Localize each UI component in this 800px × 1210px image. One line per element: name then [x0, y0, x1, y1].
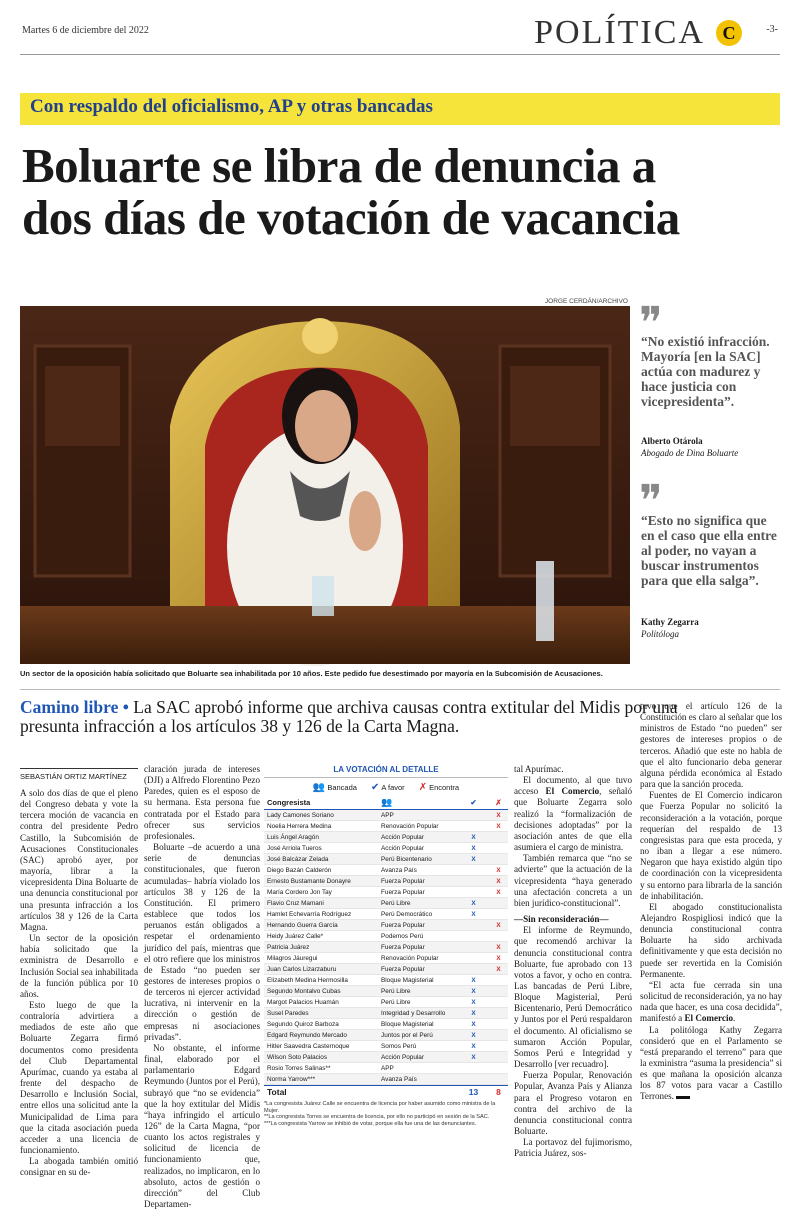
quote-icon: ❞: [639, 299, 663, 348]
text-run: “El acta fue cerrada sin una solicitud de reconsideración, ya no hay nada que hacer, es una cosa decidida”, manifestó a: [640, 979, 782, 1024]
vote-contra-mark: X: [496, 811, 501, 819]
party-name: Acción Popular: [381, 1053, 424, 1061]
body-column-1: [20, 788, 138, 1200]
congresista-name: Rosio Torres Salinas**: [267, 1064, 331, 1072]
party-name: APP: [381, 811, 394, 819]
quote-1-author: Alberto Otárola: [641, 436, 703, 446]
vote-table-total: [264, 1085, 508, 1098]
party-name: Acción Popular: [381, 844, 424, 852]
vote-table-row: [264, 1074, 508, 1085]
party-name: Fuerza Popular: [381, 877, 425, 885]
party-name: Bloque Magisterial: [381, 1020, 434, 1028]
brand-name: El Comercio: [684, 1013, 734, 1024]
congresista-name: Juan Carlos Lizarzaburu: [267, 965, 337, 973]
congresista-name: Heidy Juárez Calle*: [267, 932, 324, 940]
total-label: Total: [267, 1087, 287, 1097]
quote-1-role: Abogado de Dina Boluarte: [641, 448, 739, 458]
vote-contra-mark: X: [496, 954, 501, 962]
vote-table-row: [264, 876, 508, 887]
vote-table-row: [264, 1019, 508, 1030]
vote-table-row: [264, 887, 508, 898]
party-name: Avanza País: [381, 1075, 417, 1083]
vote-table-row: [264, 986, 508, 997]
vote-favor-mark: X: [471, 855, 476, 863]
paragraph: El informe de Reymundo, que recomendó archivar la denuncia constitucional contra Boluarte, fue aprobado con 13 votos a favor, y ocho en contra. Las bancadas de Perú Libre, Bloque Magisterial, Perú Bicentenario, Perú Democrático y Juntos por el Perú respaldaron el documento. Al oficialismo se sumaron Acción Popular, Somos Perú e Integridad y Desarrollo [ver recuadro].: [514, 925, 632, 1070]
congresista-name: Edgard Reymundo Mercado: [267, 1031, 347, 1039]
vote-table-row: [264, 942, 508, 953]
vote-table-row: [264, 1052, 508, 1063]
vote-table-body: [264, 810, 508, 1085]
congresista-name: Patricia Juárez: [267, 943, 310, 951]
text-run: , señaló que Boluarte Zegarra solo realizó la “formalización de decisiones adoptadas” por la asociación antes de que ella asumiera el cargo de ministra.: [514, 786, 632, 853]
photo-caption: Un sector de la oposición había solicitado que Boluarte sea inhabilitada por 10 años. Este pedido fue desestimado por mayoría en la Subcomisión de Acusaciones.: [20, 669, 603, 678]
congresista-name: Margot Palacios Huamán: [267, 998, 339, 1006]
party-name: Perú Libre: [381, 899, 411, 907]
congresista-name: Noelia Herrera Medina: [267, 822, 332, 830]
vote-table-row: [264, 964, 508, 975]
paragraph: tuvo que el artículo 126 de la Constitución es claro al señalar que los ministros de Estado “no pueden” ser gestores de intereses propios o de terceros. Añadió que este no habla de que el alto funcionario deba generar alguna pérdida económica al Estado para que la sanción proceda.: [640, 701, 782, 790]
vote-table-title: LA VOTACIÓN AL DETALLE: [264, 762, 508, 778]
lead-photo: [20, 306, 630, 664]
legend-favor: [371, 782, 405, 793]
vote-favor-mark: X: [471, 987, 476, 995]
people-icon: 👥: [381, 797, 393, 807]
table-note: ***La congresista Yarrow se inhibió de votar, porque ella fue una de las denunciantes.: [264, 1120, 477, 1127]
column-header-name: Congresista: [267, 798, 311, 807]
vote-table-row: [264, 909, 508, 920]
body-column-2: [144, 764, 260, 1210]
party-name: Renovación Popular: [381, 822, 439, 830]
vote-favor-mark: X: [471, 1020, 476, 1028]
vote-table-row: [264, 1030, 508, 1041]
party-name: Perú Libre: [381, 987, 411, 995]
check-icon: ✔: [470, 798, 477, 807]
vote-table-header: [264, 796, 508, 810]
quote-icon: ❞: [639, 477, 663, 526]
vote-table-row: [264, 1063, 508, 1074]
vote-favor-mark: X: [471, 833, 476, 841]
party-name: Fuerza Popular: [381, 921, 425, 929]
end-mark: [676, 1096, 690, 1099]
vote-contra-mark: X: [496, 943, 501, 951]
congresista-name: Segundo Montalvo Cubas: [267, 987, 341, 995]
vote-favor-mark: X: [471, 1053, 476, 1061]
legend-bancada-label: Bancada: [327, 782, 357, 792]
vote-table-row: [264, 975, 508, 986]
quote-1-text: “No existió infracción. Mayoría [en la SAC] actúa con madurez y hace justicia con vicepresidenta”.: [641, 334, 770, 409]
vote-table-row: [264, 821, 508, 832]
vote-table-row: [264, 997, 508, 1008]
headline-line-1: Boluarte se libra de denuncia a: [22, 138, 656, 193]
section-subhead: —Sin reconsideración—: [514, 914, 609, 925]
congresista-name: Ernesto Bustamante Donayre: [267, 877, 351, 885]
legend-favor-label: A favor: [381, 782, 405, 792]
cross-icon: ✗: [418, 781, 428, 793]
party-name: Avanza País: [381, 866, 417, 874]
party-name: Bloque Magisterial: [381, 976, 434, 984]
headline-line-2: dos días de votación de vacancia: [22, 190, 680, 245]
party-name: Fuerza Popular: [381, 965, 425, 973]
text-run: .: [733, 1013, 736, 1024]
body-column-3: [514, 764, 632, 1200]
party-name: Fuerza Popular: [381, 943, 425, 951]
paragraph: No obstante, el informe final, elaborado por el parlamentario Edgard Reymundo (Juntos por el Perú), subrayó que “no se evidencia” que la hoy extitular del Midis “haya infringido el artículo 126” de la Carta Magna, “por cuanto los actos registrales y solicitud de licencia de funcionamiento que, realizados, no implicaron, en lo absoluto, actos de gestión o dirección” del Club Departamen-: [144, 1042, 260, 1210]
byline: SEBASTIÁN ORTIZ MARTÍNEZ: [20, 768, 138, 781]
paragraph: [640, 980, 782, 1025]
vote-table-row: [264, 898, 508, 909]
legend-contra-label: Encontra: [429, 782, 460, 792]
party-name: Fuerza Popular: [381, 888, 425, 896]
paragraph: [514, 775, 632, 853]
vote-table-legend: [264, 778, 508, 796]
paragraph: La abogada también omitió consignar en su de-: [20, 1156, 138, 1178]
subheadline: [20, 698, 720, 736]
vote-favor-mark: X: [471, 1009, 476, 1017]
text-run: La politóloga Kathy Zegarra consideró que en el Parlamento se “está preparando el terreno” para que la exministra “asuma la presidencia” si es que mañana la oposición alcanza los 87 votos para vacar a Castillo Terrones.: [640, 1024, 782, 1102]
paragraph: tal Apurímac.: [514, 764, 564, 774]
paragraph: Un sector de la oposición había solicitado que la exministra de Desarrollo e Inclusión Social sea inhabilitada de la función pública por 10 años.: [20, 933, 138, 999]
vote-contra-mark: X: [496, 877, 501, 885]
vote-contra-mark: X: [496, 888, 501, 896]
vote-table-row: [264, 854, 508, 865]
vote-favor-mark: X: [471, 1031, 476, 1039]
page-number: -3-: [766, 24, 778, 35]
issue-date: Martes 6 de diciembre del 2022: [22, 25, 149, 36]
people-icon: 👥: [312, 781, 326, 793]
paragraph: El abogado constitucionalista Alejandro Rospigliosi indicó que la denuncia constitucional contra Boluarte ha sido archivada definitivamente y que esta decisión no puede ser revertida en la Comisión Permanente.: [640, 901, 782, 979]
vote-table-row: [264, 953, 508, 964]
congresista-name: Luis Ángel Aragón: [267, 833, 319, 841]
headline: [22, 140, 782, 244]
vote-table-row: [264, 931, 508, 942]
congresista-name: Susel Paredes: [267, 1009, 309, 1017]
congresista-name: Norma Yarrow***: [267, 1075, 316, 1083]
party-name: Juntos por el Perú: [381, 1031, 433, 1039]
congresista-name: Diego Bazán Calderón: [267, 866, 332, 874]
vote-favor-mark: X: [471, 910, 476, 918]
section-divider: [20, 689, 780, 690]
congresista-name: Milagros Jáuregui: [267, 954, 318, 962]
vote-favor-mark: X: [471, 844, 476, 852]
congresista-name: Segundo Quiroz Barboza: [267, 1020, 339, 1028]
vote-table-row: [264, 832, 508, 843]
congresista-name: José Balcázar Zelada: [267, 855, 329, 863]
kicker: Con respaldo del oficialismo, AP y otras bancadas: [30, 96, 433, 117]
header-divider: [20, 54, 780, 55]
vote-favor-mark: X: [471, 899, 476, 907]
vote-table-row: [264, 1041, 508, 1052]
vote-table-row: [264, 843, 508, 854]
congresista-name: Wilson Soto Palacios: [267, 1053, 328, 1061]
party-name: Somos Perú: [381, 1042, 417, 1050]
legend-bancada: [313, 782, 357, 793]
subheadline-text: La SAC aprobó informe que archiva causas contra extitular del Midis por una presunta infracción a los artículos 38 y 126 de la Carta Magna.: [20, 697, 678, 736]
total-contra: 8: [496, 1087, 501, 1097]
party-name: APP: [381, 1064, 394, 1072]
quote-2-text: “Esto no significa que en el caso que ella entre al poder, no vayan a buscar instrumentos para que ella salga”.: [641, 513, 777, 588]
body-column-4: [640, 701, 782, 1200]
congresista-name: Lady Camones Soriano: [267, 811, 334, 819]
paragraph: claración jurada de intereses (DJI) a Alfredo Florentino Pezo Paredes, quien es el esposo de su hermana. Esta persona fue contratada por el Estado para ofrecer sus servicios profesionales.: [144, 764, 260, 841]
paragraph: Boluarte –de acuerdo a una serie de denuncias constitucionales, que fueron acumuladas– habría violado los artículos 38 y 126 de la Constitución. El primero establece que todos los peruanos están obligados a respetar el ordenamiento jurídico del país, mientras que el otro refiere que los ministros de Estado “no pueden ser gestores de intereses propios o de terceros ni ejercer actividad lucrativa, ni intervenir en la dirección o gestión de empresas ni asociaciones privadas”.: [144, 842, 260, 1042]
vote-favor-mark: X: [471, 1042, 476, 1050]
vote-favor-mark: X: [471, 976, 476, 984]
paragraph: Fuentes de El Comercio indicaron que Fuerza Popular no solicitó la reconsideración a la votación, porque requerían del respaldo de 13 congresistas para que esta proceda, y no iban a llegar a ese número. Negaron que haya existido algún tipo de coordinación con la vicepresidenta y su entorno para librarla de la sanción de inhabilitación.: [640, 790, 782, 901]
congresista-name: Flavio Cruz Mamani: [267, 899, 324, 907]
table-note: **La congresista Torres se encuentra de licencia, por ello no participó en sesión de la SAC.: [264, 1114, 490, 1120]
vote-table-row: [264, 1008, 508, 1019]
vote-contra-mark: X: [496, 822, 501, 830]
paragraph: Esto luego de que la contraloría advirtiera a mediados de este año que Boluarte Zegarra firmó documentos como presidenta del Club Departamental Apurímac, cuando ya estaba al frente del despacho de Desarrollo e Inclusión Social, entre ellos una solicitud ante la Municipalidad de Lima para que la citada asociación pueda acceder a una licencia de funcionamiento.: [20, 999, 138, 1155]
vote-table: [264, 762, 508, 1156]
vote-contra-mark: X: [496, 965, 501, 973]
paragraph: Fuerza Popular, Renovación Popular, Avanza País y Alianza para el Progreso votaron en contra del archivo de la denuncia constitucional contra Boluarte.: [514, 1070, 632, 1136]
newspaper-logo-icon: C: [716, 20, 742, 46]
party-name: Perú Bicentenario: [381, 855, 432, 863]
congresista-name: Hernando Guerra García: [267, 921, 338, 929]
quote-2-role: Politóloga: [641, 629, 679, 639]
vote-contra-mark: X: [496, 866, 501, 874]
congresista-name: Hamlet Echevarría Rodríguez: [267, 910, 352, 918]
cross-icon: ✗: [495, 798, 502, 807]
party-name: Perú Libre: [381, 998, 411, 1006]
vote-contra-mark: X: [496, 921, 501, 929]
congresista-name: Hitler Saavedra Casternoque: [267, 1042, 350, 1050]
check-icon: ✔: [370, 781, 380, 793]
congresista-name: José Arriola Tueros: [267, 844, 322, 852]
vote-favor-mark: X: [471, 998, 476, 1006]
legend-contra: [419, 782, 459, 793]
vote-table-notes: [264, 1101, 508, 1127]
quote-2-author: Kathy Zegarra: [641, 617, 699, 627]
table-note: *La congresista Juárez Calle se encuentra de licencia por haber asumido como ministra de la Mujer.: [264, 1101, 496, 1114]
party-name: Integridad y Desarrollo: [381, 1009, 446, 1017]
subheadline-lead: Camino libre •: [20, 697, 129, 717]
party-name: Perú Democrático: [381, 910, 433, 918]
party-name: Acción Popular: [381, 833, 424, 841]
section-title: POLÍTICA: [534, 14, 705, 51]
vote-table-row: [264, 810, 508, 821]
paragraph: [640, 1025, 782, 1103]
vote-table-row: [264, 865, 508, 876]
congresista-name: Elizabeth Medina Hermosilla: [267, 976, 348, 984]
paragraph: A solo dos días de que el pleno del Congreso debata y vote la tercera moción de vacancia en contra del presidente Pedro Castillo, la Subcomisión de Acusaciones Constitucionales (SAC) aprobó ayer, por mayoría, librar a la vicepresidenta Dina Boluarte de una denuncia constitucional por una presunta infracción a los artículos 38 y 126 de la Carta Magna.: [20, 788, 138, 932]
photo-illustration: [20, 306, 630, 664]
party-name: Renovación Popular: [381, 954, 439, 962]
brand-name: El Comercio: [545, 786, 600, 797]
total-favor: 13: [468, 1087, 479, 1097]
paragraph: La portavoz del fujimorismo, Patricia Juárez, sos-: [514, 1137, 632, 1159]
text-run: El documento, al que tuvo acceso: [514, 775, 632, 797]
congresista-name: María Cordero Jon Tay: [267, 888, 332, 896]
paragraph: También remarca que “no se advierte” que la actuación de la vicepresidenta “haya generado una afectación concreta a un bien jurídico-constitucional”.: [514, 853, 632, 908]
photo-credit: JORGE CERDÁN/ARCHIVO: [544, 298, 628, 305]
party-name: Podemos Perú: [381, 932, 424, 940]
vote-table-row: [264, 920, 508, 931]
